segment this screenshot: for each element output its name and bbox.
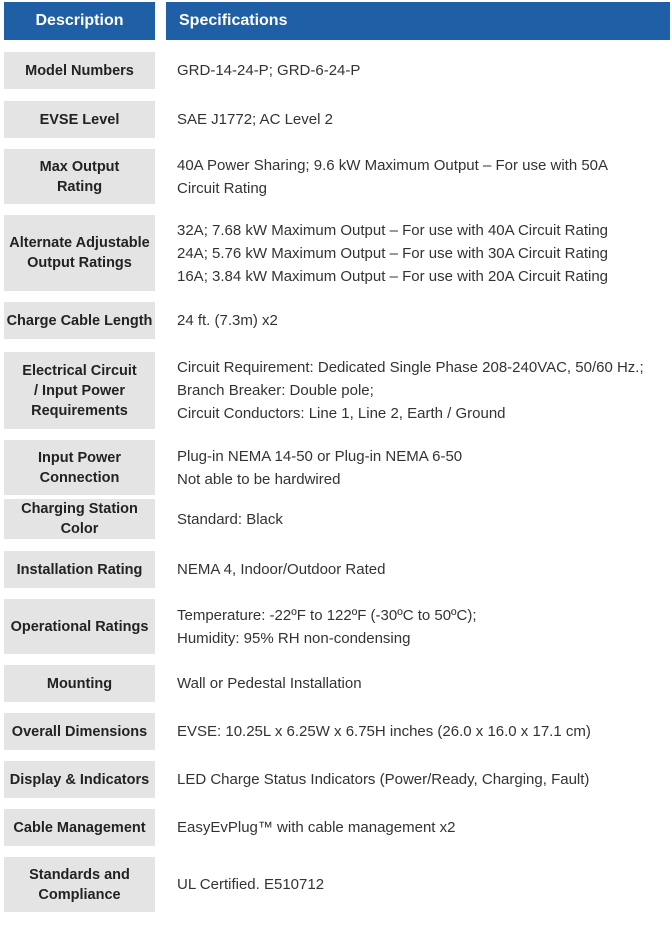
table-row-charge-cable-length <box>4 302 670 339</box>
row-value-line: 24A; 5.76 kW Maximum Output – For use with 30A Circuit Rating <box>177 244 609 262</box>
table-row-standards-compliance <box>4 857 670 912</box>
table-row-overall-dimensions <box>4 713 670 750</box>
row-value-text: LED Charge Status Indicators (Power/Ready, Charging, Fault) <box>177 771 590 788</box>
row-value-line: 16A; 3.84 kW Maximum Output – For use with 20A Circuit Rating <box>177 267 609 285</box>
row-label-line: Color <box>60 521 99 537</box>
row-value-text: EasyEvPlug™ with cable management x2 <box>177 819 456 836</box>
row-label-text: Model Numbers <box>25 62 134 79</box>
table-row-installation-rating <box>4 551 670 588</box>
row-label-text: Overall Dimensions <box>11 723 148 740</box>
table-row-max-output-rating <box>4 149 670 204</box>
row-label <box>4 599 155 654</box>
row-label <box>4 499 155 539</box>
table-row-alternate-output-ratings <box>4 215 670 291</box>
row-value-text: SAE J1772; AC Level 2 <box>177 111 333 128</box>
row-value <box>166 440 670 495</box>
row-label <box>4 101 155 138</box>
table-row-operational-ratings <box>4 599 670 654</box>
row-value <box>166 101 670 138</box>
row-label-text: Operational Ratings <box>10 618 149 635</box>
row-value <box>166 809 670 846</box>
row-label <box>4 665 155 702</box>
row-value-text: Wall or Pedestal Installation <box>177 675 362 692</box>
table-row-evse-level <box>4 101 670 138</box>
row-label-text: Cable Management <box>13 819 146 836</box>
row-label <box>4 52 155 89</box>
row-label <box>4 809 155 846</box>
row-label-text: Charge Cable Length <box>6 312 153 329</box>
row-value <box>166 713 670 750</box>
row-value-line: Not able to be hardwired <box>177 470 341 488</box>
row-label <box>4 215 155 291</box>
row-value <box>166 599 670 654</box>
row-label-line: Output Ratings <box>27 255 132 271</box>
row-value-text: Standard: Black <box>177 510 283 528</box>
row-value-text: EVSE: 10.25L x 6.25W x 6.75H inches (26.0 x 16.0 x 17.1 cm) <box>177 723 591 740</box>
row-label-line: Alternate Adjustable <box>9 235 150 251</box>
row-value-text: 24 ft. (7.3m) x2 <box>177 312 278 329</box>
row-label-text: Display & Indicators <box>9 771 150 788</box>
description-column-header: Description <box>4 2 155 40</box>
table-row-cable-management <box>4 809 670 846</box>
row-label-line: Input Power <box>38 449 121 466</box>
specifications-column-header: Specifications <box>166 2 670 40</box>
row-value <box>166 149 670 204</box>
row-label-text: EVSE Level <box>39 111 120 128</box>
row-label-line: Charging Station <box>21 501 138 517</box>
row-value-text: NEMA 4, Indoor/Outdoor Rated <box>177 561 386 578</box>
row-label-text: Installation Rating <box>16 561 143 578</box>
row-value <box>166 665 670 702</box>
row-label <box>4 440 155 495</box>
table-row-display-indicators <box>4 761 670 798</box>
row-label <box>4 302 155 339</box>
row-label <box>4 713 155 750</box>
row-value-line: Humidity: 95% RH non-condensing <box>177 629 411 647</box>
row-value-line: Circuit Requirement: Dedicated Single Phase 208-240VAC, 50/60 Hz.; <box>177 359 644 376</box>
row-value-text: UL Certified. E510712 <box>177 876 325 893</box>
row-label <box>4 761 155 798</box>
row-value-line: 40A Power Sharing; 9.6 kW Maximum Output – For use with 50A <box>177 156 609 174</box>
row-label-text: Mounting <box>46 675 113 692</box>
row-value <box>166 857 670 912</box>
row-label-line: Rating <box>56 178 103 195</box>
row-label-line: / Input Power <box>33 382 126 399</box>
row-label-line: Compliance <box>38 886 121 903</box>
row-label-line: Standards and <box>29 866 130 883</box>
row-label-line: Connection <box>39 469 120 486</box>
row-value <box>166 761 670 798</box>
row-label-line: Max Output <box>39 158 120 175</box>
row-value-text: GRD-14-24-P; GRD-6-24-P <box>177 62 361 79</box>
row-label <box>4 857 155 912</box>
specifications-table <box>4 2 670 912</box>
row-value <box>166 352 670 429</box>
row-value-line: Circuit Conductors: Line 1, Line 2, Earth / Ground <box>177 405 506 422</box>
row-value-line: Branch Breaker: Double pole; <box>177 382 374 399</box>
row-value <box>166 302 670 339</box>
row-label <box>4 149 155 204</box>
table-row-mounting <box>4 665 670 702</box>
table-row-charging-station-color <box>4 499 670 539</box>
table-header-row <box>4 2 670 40</box>
row-value-line: Temperature: -22ºF to 122ºF (-30ºC to 50ºC); <box>177 606 477 624</box>
row-label <box>4 352 155 429</box>
table-row-model-numbers <box>4 52 670 89</box>
row-value <box>166 52 670 89</box>
row-value-line: 32A; 7.68 kW Maximum Output – For use with 40A Circuit Rating <box>177 221 609 239</box>
row-value-line: Plug-in NEMA 14-50 or Plug-in NEMA 6-50 <box>177 447 463 465</box>
row-label-line: Electrical Circuit <box>22 362 137 379</box>
row-value-line: Circuit Rating <box>177 179 268 197</box>
row-label-line: Requirements <box>31 402 128 419</box>
row-value <box>166 551 670 588</box>
row-label <box>4 551 155 588</box>
row-value <box>166 499 670 539</box>
row-value <box>166 215 670 291</box>
table-row-input-power-connection <box>4 440 670 495</box>
table-row-electrical-circuit <box>4 352 670 429</box>
